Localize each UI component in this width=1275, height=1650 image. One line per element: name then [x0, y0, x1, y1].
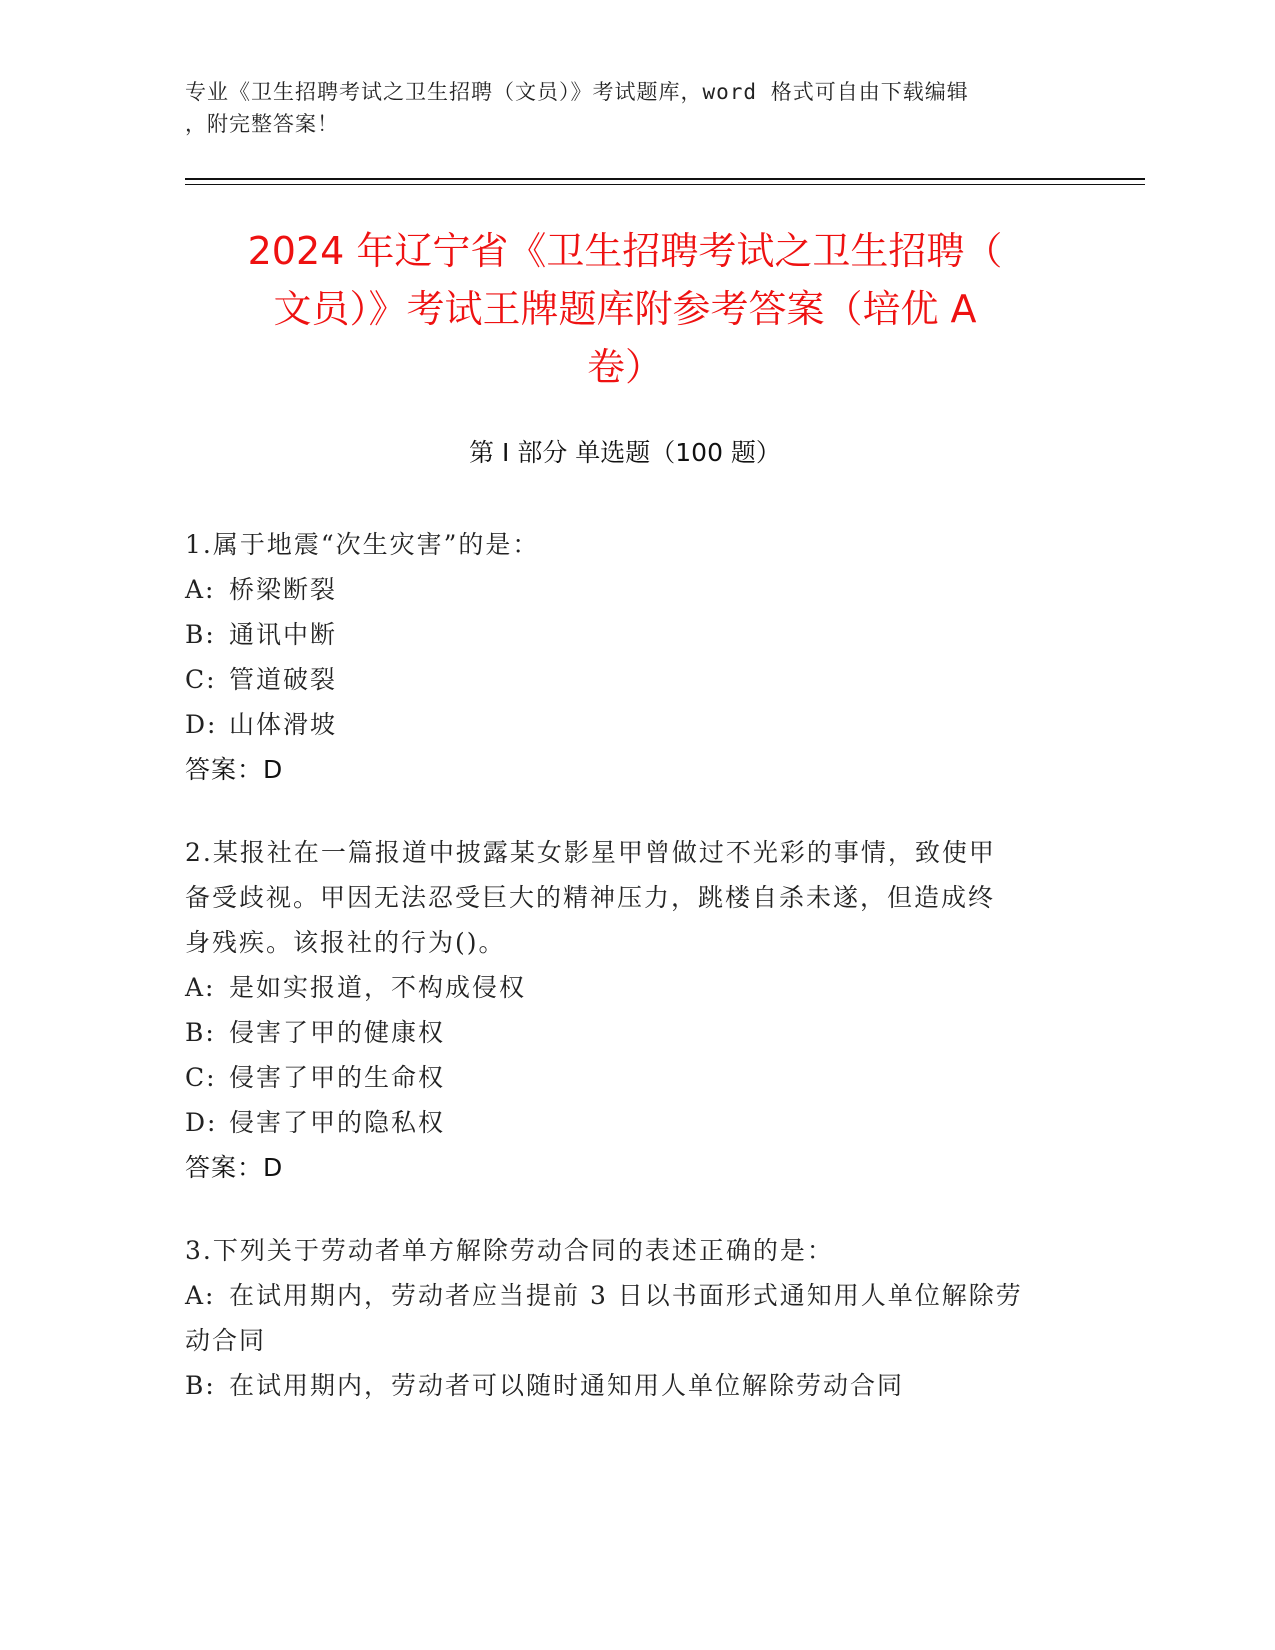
question-stem: 身残疾。该报社的行为()。: [185, 928, 506, 957]
option-text: 侵害了甲的隐私权: [229, 1108, 446, 1137]
question-2: [185, 830, 1065, 1190]
option-key: B:: [185, 620, 216, 649]
option-b: [185, 612, 1065, 657]
option-b: [185, 1010, 1065, 1055]
option-a: [185, 567, 1065, 612]
header-divider-thick: [185, 178, 1145, 180]
option-d: [185, 702, 1065, 747]
question-stem: 3.下列关于劳动者单方解除劳动合同的表述正确的是：: [185, 1236, 834, 1265]
header-divider-thin: [185, 184, 1145, 185]
header-note: [185, 76, 1065, 140]
title-line: 2024 年辽宁省《卫生招聘考试之卫生招聘（: [247, 229, 1003, 273]
option-key: C:: [185, 1063, 217, 1092]
question-3: [185, 1228, 1065, 1408]
option-text: 通讯中断: [229, 620, 338, 649]
option-text: 山体滑坡: [229, 710, 338, 739]
option-d: [185, 1100, 1065, 1145]
option-key: D:: [185, 710, 218, 739]
header-note-line: ，附完整答案！: [185, 112, 339, 136]
option-b: [185, 1363, 1065, 1408]
option-text: 在试用期内，劳动者可以随时通知用人单位解除劳动合同: [229, 1371, 905, 1400]
option-text: 侵害了甲的健康权: [229, 1018, 446, 1047]
option-key: C:: [185, 665, 217, 694]
option-text: 桥梁断裂: [229, 575, 338, 604]
option-key: D:: [185, 1108, 218, 1137]
option-key: A:: [185, 575, 216, 604]
option-c: [185, 657, 1065, 702]
title-line: 文员）》考试王牌题库附参考答案（培优 A: [273, 287, 977, 331]
answer: 答案：D: [185, 755, 284, 784]
option-key: B:: [185, 1371, 216, 1400]
header-note-line: 专业《卫生招聘考试之卫生招聘（文员）》考试题库，word 格式可自由下载编辑: [185, 80, 969, 104]
option-text: 是如实报道，不构成侵权: [229, 973, 527, 1002]
option-text: 管道破裂: [229, 665, 338, 694]
question-stem: 备受歧视。甲因无法忍受巨大的精神压力，跳楼自杀未遂，但造成终: [185, 883, 996, 912]
option-text: 在试用期内，劳动者应当提前 3 日以书面形式通知用人单位解除劳: [229, 1281, 1023, 1310]
option-a: [185, 965, 1065, 1010]
option-key: A:: [185, 973, 216, 1002]
title-line: 卷）: [586, 345, 663, 389]
question-list: [185, 522, 1065, 1446]
option-c: [185, 1055, 1065, 1100]
question-stem: 2.某报社在一篇报道中披露某女影星甲曾做过不光彩的事情，致使甲: [185, 838, 996, 867]
section-title: 第 I 部分 单选题（100 题）: [469, 438, 781, 467]
question-stem: 1.属于地震“次生灾害”的是：: [185, 530, 540, 559]
answer: 答案：D: [185, 1153, 284, 1182]
question-1: [185, 522, 1065, 792]
option-a-continued: 动合同: [185, 1326, 267, 1355]
option-a: [185, 1273, 1065, 1318]
option-text: 侵害了甲的生命权: [229, 1063, 446, 1092]
document-title: [185, 222, 1065, 396]
option-key: B:: [185, 1018, 216, 1047]
option-key: A:: [185, 1281, 216, 1310]
